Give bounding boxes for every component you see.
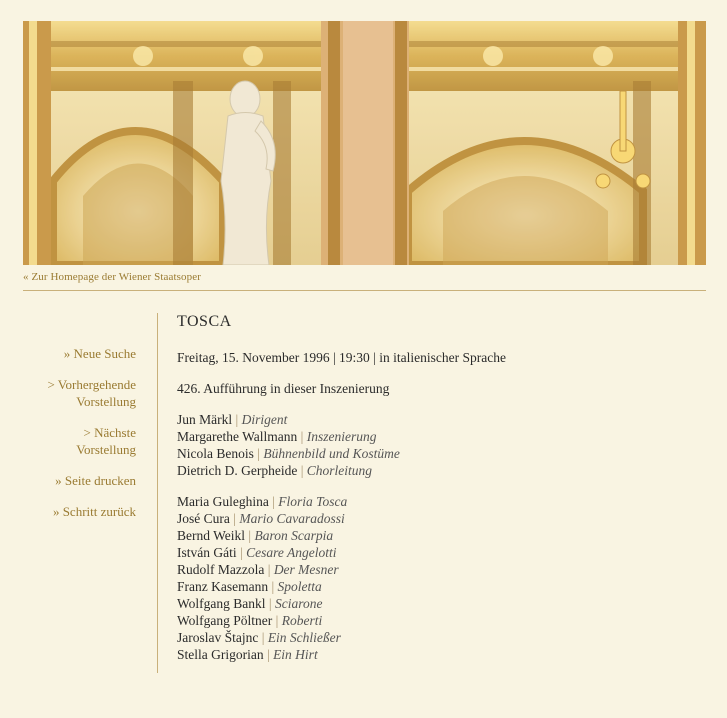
person-role: Roberti <box>281 613 323 628</box>
person-name: Dietrich D. Gerpheide <box>177 463 298 478</box>
person-role: Der Mesner <box>273 562 339 577</box>
homepage-link[interactable]: « Zur Homepage der Wiener Staatsoper <box>23 271 201 283</box>
person-role: Ein Hirt <box>273 647 318 662</box>
cast-row: Maria Guleghina | Floria Tosca <box>177 494 348 509</box>
person-name: José Cura <box>177 511 230 526</box>
person-name: Wolfgang Pöltner <box>177 613 273 628</box>
cast-row: Jaroslav Štajnc | Ein Schließer <box>177 630 341 645</box>
crew-row: Margarethe Wallmann | Inszenierung <box>177 429 377 444</box>
nav-next-performance[interactable]: > Nächste Vorstellung <box>76 425 136 457</box>
person-name: Jun Märkl <box>177 412 233 427</box>
person-role: Spoletta <box>277 579 322 594</box>
nav-step-back[interactable]: » Schritt zurück <box>52 504 136 519</box>
performance-date-info: Freitag, 15. November 1996 | 19:30 | in italienischer Sprache <box>177 350 506 365</box>
person-role: Inszenierung <box>306 429 377 444</box>
cast-row: Bernd Weikl | Baron Scarpia <box>177 528 334 543</box>
crew-row: Nicola Benois | Bühnenbild und Kostüme <box>177 446 400 461</box>
nav-previous-performance[interactable]: > Vorhergehende Vorstellung <box>47 377 136 409</box>
person-role: Dirigent <box>241 412 288 427</box>
opera-interior-image <box>23 21 706 265</box>
person-role: Sciarone <box>274 596 323 611</box>
cast-list <box>177 493 697 663</box>
cast-row: Wolfgang Bankl | Sciarone <box>177 596 323 611</box>
header-divider <box>23 290 706 291</box>
person-role: Chorleitung <box>306 463 373 478</box>
person-name: Jaroslav Štajnc <box>177 630 259 645</box>
performance-details <box>177 311 697 677</box>
person-name: István Gáti <box>177 545 237 560</box>
performance-count: 426. Aufführung in dieser Inszenierung <box>177 381 390 396</box>
person-role: Mario Cavaradossi <box>239 511 345 526</box>
cast-row: Stella Grigorian | Ein Hirt <box>177 647 318 662</box>
cast-row: István Gáti | Cesare Angelotti <box>177 545 337 560</box>
person-role: Floria Tosca <box>278 494 348 509</box>
person-name: Bernd Weikl <box>177 528 246 543</box>
header-banner-image <box>23 21 706 265</box>
content-divider <box>157 313 158 673</box>
person-name: Margarethe Wallmann <box>177 429 298 444</box>
cast-row: José Cura | Mario Cavaradossi <box>177 511 345 526</box>
crew-row: Dietrich D. Gerpheide | Chorleitung <box>177 463 373 478</box>
crew-list <box>177 411 697 479</box>
cast-row: Franz Kasemann | Spoletta <box>177 579 322 594</box>
person-name: Wolfgang Bankl <box>177 596 266 611</box>
person-role: Baron Scarpia <box>254 528 334 543</box>
person-name: Nicola Benois <box>177 446 254 461</box>
cast-row: Wolfgang Pöltner | Roberti <box>177 613 323 628</box>
person-role: Cesare Angelotti <box>246 545 337 560</box>
nav-new-search[interactable]: » Neue Suche <box>63 346 136 361</box>
opera-title: TOSCA <box>177 313 232 330</box>
cast-row: Rudolf Mazzola | Der Mesner <box>177 562 339 577</box>
person-name: Maria Guleghina <box>177 494 269 509</box>
person-name: Stella Grigorian <box>177 647 264 662</box>
person-name: Franz Kasemann <box>177 579 269 594</box>
person-role: Bühnenbild und Kostüme <box>263 446 400 461</box>
person-role: Ein Schließer <box>267 630 341 645</box>
nav-print-page[interactable]: » Seite drucken <box>55 473 136 488</box>
sidebar-nav <box>23 345 136 534</box>
crew-row: Jun Märkl | Dirigent <box>177 412 288 427</box>
person-name: Rudolf Mazzola <box>177 562 265 577</box>
